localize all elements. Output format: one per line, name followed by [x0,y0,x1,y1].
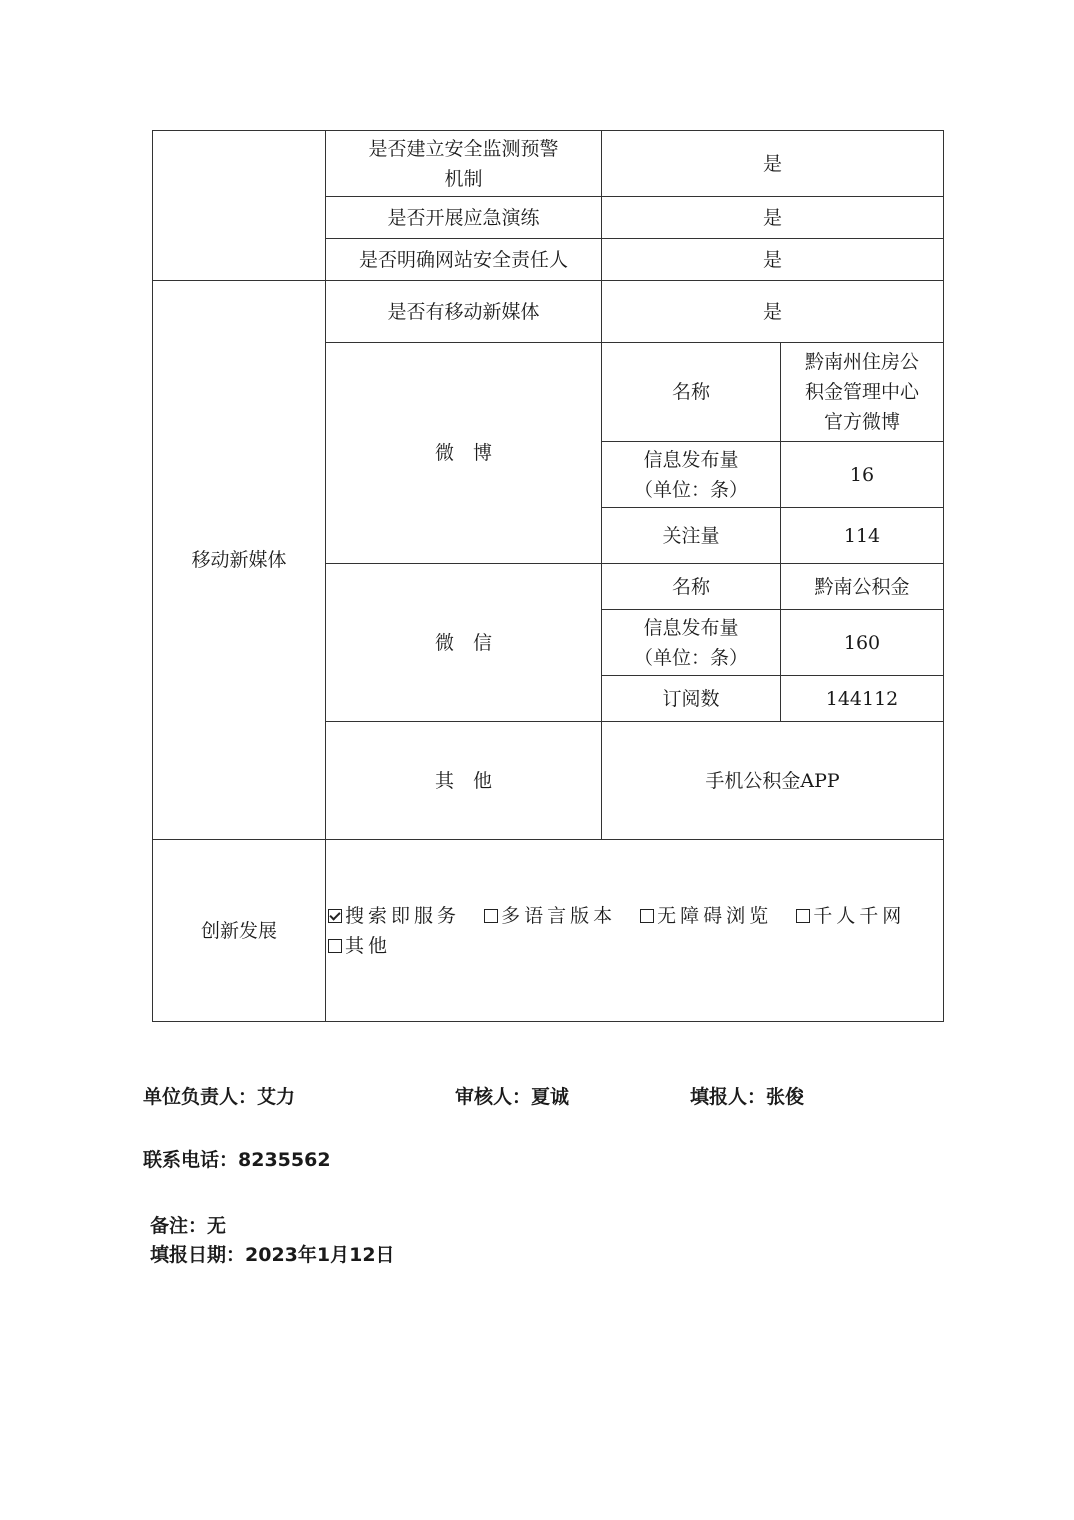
has-media-label: 是否有移动新媒体 [326,281,602,343]
reviewer: 审核人：夏诚 [455,1086,570,1108]
remark: 备注：无 [150,1215,227,1237]
option-accessibility[interactable]: 无障碍浏览 [640,905,772,927]
media-section-label: 移动新媒体 [153,281,326,840]
checkbox-icon[interactable] [328,939,342,953]
security-officer-label: 是否明确网站安全责任人 [326,239,602,281]
wechat-posts-value: 160 [781,610,944,676]
wechat-name-value: 黔南公积金 [781,564,944,610]
wechat-subscribers-value: 144112 [781,676,944,722]
option-personalized[interactable]: 千人千网 [796,905,905,927]
unit-head: 单位负责人：艾力 [143,1086,296,1108]
fill-date: 填报日期：2023年1月12日 [150,1244,395,1266]
contact-phone: 联系电话：8235562 [143,1149,331,1171]
security-officer-value: 是 [602,239,944,281]
checkbox-icon[interactable] [796,909,810,923]
emergency-drill-value: 是 [602,197,944,239]
weibo-name-value: 黔南州住房公 积金管理中心 官方微博 [781,343,944,442]
other-media-label: 其 他 [326,722,602,840]
weibo-posts-value: 16 [781,442,944,508]
weibo-posts-label: 信息发布量 （单位：条） [602,442,781,508]
weibo-label: 微 博 [326,343,602,564]
wechat-name-label: 名称 [602,564,781,610]
filler: 填报人：张俊 [690,1086,805,1108]
wechat-subscribers-label: 订阅数 [602,676,781,722]
option-search-as-service[interactable]: 搜索即服务 [328,905,460,927]
weibo-followers-value: 114 [781,508,944,564]
security-monitoring-value: 是 [602,131,944,197]
wechat-label: 微 信 [326,564,602,722]
checkbox-icon[interactable] [640,909,654,923]
checkbox-icon[interactable] [484,909,498,923]
weibo-name-label: 名称 [602,343,781,442]
weibo-followers-label: 关注量 [602,508,781,564]
checkbox-icon[interactable] [328,909,342,923]
emergency-drill-label: 是否开展应急演练 [326,197,602,239]
other-media-value: 手机公积金APP [602,722,944,840]
has-media-value: 是 [602,281,944,343]
security-section-cell [153,131,326,281]
wechat-posts-label: 信息发布量 （单位：条） [602,610,781,676]
option-multilingual[interactable]: 多语言版本 [484,905,616,927]
innovation-options [326,840,944,1022]
report-table [152,130,944,1022]
option-other[interactable]: 其他 [328,935,391,957]
security-monitoring-label: 是否建立安全监测预警 机制 [326,131,602,197]
innovation-label: 创新发展 [153,840,326,1022]
